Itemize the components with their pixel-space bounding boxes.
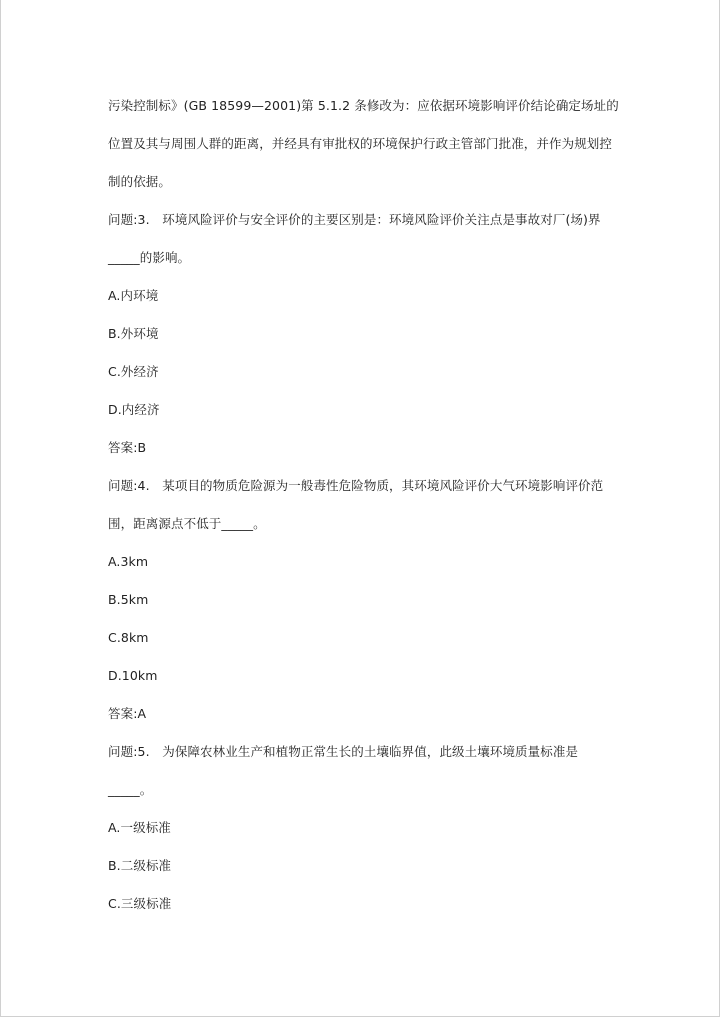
question-5-option-c: C.三级标准: [108, 896, 172, 911]
question-5-option-a: A.一级标准: [108, 820, 171, 835]
question-4-stem-line-2: 围，距离源点不低于_____。: [108, 516, 266, 531]
question-3-stem-line-1: 问题:3. 环境风险评价与安全评价的主要区别是：环境风险评价关注点是事故对厂(场)界: [108, 212, 601, 227]
question-3-option-b: B.外环境: [108, 326, 159, 341]
intro-line-2: 位置及其与周围人群的距离，并经具有审批权的环境保护行政主管部门批准，并作为规划控: [108, 136, 613, 151]
question-5-stem-line-1: 问题:5. 为保障农林业生产和植物正常生长的土壤临界值，此级土壤环境质量标准是: [108, 744, 579, 759]
question-4-answer: 答案:A: [108, 706, 147, 721]
question-3-option-d: D.内经济: [108, 402, 160, 417]
intro-line-1: 污染控制标》(GB 18599—2001)第 5.1.2 条修改为：应依据环境影响评价结论确定场址的: [108, 98, 619, 113]
question-3-answer: 答案:B: [108, 440, 147, 455]
question-5-stem-line-2: _____。: [108, 782, 153, 797]
question-3-stem-line-2: _____的影响。: [108, 250, 191, 265]
question-4-option-a: A.3km: [108, 554, 149, 569]
intro-line-3: 制的依据。: [108, 174, 172, 189]
question-4-stem-line-1: 问题:4. 某项目的物质危险源为一般毒性危险物质，其环境风险评价大气环境影响评价范: [108, 478, 604, 493]
question-3-option-a: A.内环境: [108, 288, 159, 303]
question-5-option-b: B.二级标准: [108, 858, 172, 873]
question-4-option-b: B.5km: [108, 592, 149, 607]
question-4-option-d: D.10km: [108, 668, 158, 683]
question-3-option-c: C.外经济: [108, 364, 159, 379]
question-4-option-c: C.8km: [108, 630, 149, 645]
